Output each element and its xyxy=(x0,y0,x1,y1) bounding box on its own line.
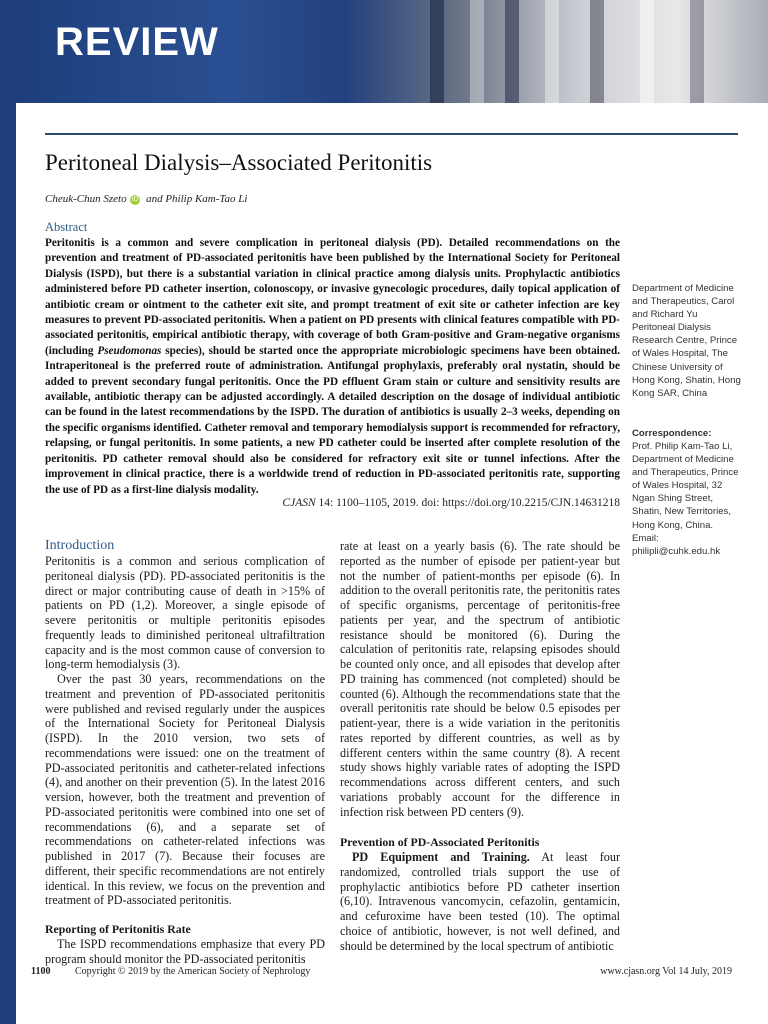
header-rule xyxy=(45,133,738,135)
equipment-paragraph: PD Equipment and Training. At least four randomized, controlled trials support the use of prophylactic antibiotics before PD catheter insertion (6,10). Intravenous vancomycin, cefazolin, gentamicin, and cefuroxime have been tested (10). The optimal choice of antibiotic, however, is not well defined, and should be determined by the local spectrum of antibiotic xyxy=(340,850,620,953)
body-column-left xyxy=(45,538,325,966)
intro-paragraph-1: Peritonitis is a common and serious complication of peritoneal dialysis (PD). PD-associated peritonitis is the direct or major contributing cause of death in >15% of patients on PD (1,2). Moreover, a single episode of severe peritonitis or multiple peritonitis episodes frequently leads to diminished peritoneal ultrafiltration capacity and is the most common cause of conversion to long-term hemodialysis (3). xyxy=(45,554,325,672)
copyright-notice: Copyright © 2019 by the American Society of Nephrology xyxy=(75,966,311,977)
body-column-right xyxy=(340,539,620,953)
rate-heading: Reporting of Peritonitis Rate xyxy=(45,922,191,936)
abstract-italic-term: Pseudomonas xyxy=(97,344,162,357)
review-label: REVIEW xyxy=(55,20,219,64)
article-title: Peritoneal Dialysis–Associated Peritonitis xyxy=(45,150,433,175)
citation-journal: CJASN xyxy=(282,497,316,509)
page-number: 1100 xyxy=(31,966,51,977)
citation-line xyxy=(45,497,620,509)
affiliation-sidebar: Department of Medicine and Therapeutics, Carol and Richard Yu Peritoneal Dialysis Research Centre, Prince of Wales Hospital, The Chinese University of Hong Kong, Shatin, Hong Kong SAR, China xyxy=(632,283,741,399)
citation-doi[interactable]: 14: 1100–1105, 2019. doi: https://doi.org/10.2215/CJN.14631218 xyxy=(315,497,620,509)
correspondence-heading: Correspondence: xyxy=(632,428,712,439)
abstract-heading: Abstract xyxy=(45,220,88,234)
abstract-text: Peritonitis is a common and severe complication in peritoneal dialysis (PD). Detailed recommendations on the prevention and treatment of PD-associated peritonitis have been published by the International Society for Peritoneal Dialysis (ISPD), but there is a substantial variation in clinical practice among dialysis units. Prophylactic antibiotics administered before PD catheter insertion, colonoscopy, or invasive gynecologic procedures, daily topical application of antibiotic cream or ointment to the catheter exit site, and prompt treatment of exit site or catheter infection are key measures to prevent PD-associated peritonitis. When a patient on PD presents with clinical features compatible with PD-associated peritonitis, empirical antibiotic therapy, with coverage of both Gram-positive and Gram-negative organisms (including Pseudomonas species), should be started once the appropriate microbiologic specimens have been obtained. Intraperitoneal is the preferred route of administration. Antifungal prophylaxis, preferably oral nystatin, should be added to prevent secondary fungal peritonitis. Once the PD effluent Gram stain or culture and sensitivity results are available, antibiotic therapy can be adjusted accordingly. A detailed description on the dosage of individual antibiotic can be found in the latest recommendations by the ISPD. The duration of antibiotics is usually 2–3 weeks, depending on the specific organisms identified. Catheter removal and temporary hemodialysis support is recommended for refractory, relapsing, or fungal peritonitis. In some patients, a new PD catheter could be inserted after complete resolution of the peritonitis. PD catheter removal should also be considered for refractory exit site or tunnel infections. After the improvement in clinical practice, there is a worldwide trend of reduction in PD-associated peritonitis rate, supporting the use of PD as a first-line dialysis modality. xyxy=(45,237,620,496)
correspondence-text: Prof. Philip Kam-Tao Li, Department of Medicine and Therapeutics, Prince of Wales Hospital, 32 Ngan Shing Street, Shatin, New Territories, Hong Kong, China. Email: philipli@cuhk.edu.hk xyxy=(632,441,739,557)
author-line xyxy=(45,193,247,205)
orcid-icon[interactable]: iD xyxy=(132,196,139,203)
rate-paragraph-continued: rate at least on a yearly basis (6). The rate should be reported as the number of episode per patient-year but not the number of patient-months per episode (6). In addition to the overall peritonitis rate, the peritonitis rates of specific organisms, percentage of peritonitis-free patients per year, and the spectrum of antibiotic resistance should be monitored (6). During the calculation of peritonitis rate, relapsing episodes should be counted only once, and all episodes that develop after PD training has commenced (not completed) should be counted (6). Although the recommendations state that the overall peritonitis rate should be below 0.5 episodes per patient-year, there is a wide variation in the peritonitis rates reported by different countries, as well as by different centers within the same country (8). A recent study shows highly variable rates of adopting the ISPD recommendations across different centers, and such variations probably account for the difference in infection risk between PD centers (9). xyxy=(340,539,620,819)
review-banner xyxy=(0,0,768,103)
introduction-heading: Introduction xyxy=(45,538,115,553)
journal-info[interactable]: www.cjasn.org Vol 14 July, 2019 xyxy=(600,966,732,977)
author-name-li: and Philip Kam-Tao Li xyxy=(146,193,248,205)
prevention-heading: Prevention of PD-Associated Peritonitis xyxy=(340,835,540,850)
author-name-szeto[interactable]: Cheuk-Chun Szeto xyxy=(45,193,127,205)
equipment-subheading: PD Equipment and Training. xyxy=(352,850,530,864)
intro-paragraph-2: Over the past 30 years, recommendations on the treatment and prevention of PD-associated peritonitis were published and revised regularly under the auspices of the International Society for Peritoneal Dialysis (ISPD). In the 2010 version, two sets of recommendations were issued: one on the treatment of PD-associated peritonitis and catheter-related infections (4), and another on their prevention (5). In the latest 2016 version, however, both the treatment and prevention of PD-associated peritonitis were combined into one set of recommendations (6), and a separate set of recommendations on catheter-related infections was published in 2017 (7). Because their focuses are different, their specific recommendations are not entirely identical. In this review, we focus on the prevention and treatment of PD-associated peritonitis. xyxy=(45,672,325,908)
rate-paragraph-start: The ISPD recommendations emphasize that every PD program should monitor the PD-associated peritonitis xyxy=(45,936,325,966)
left-color-bar xyxy=(0,0,16,1024)
